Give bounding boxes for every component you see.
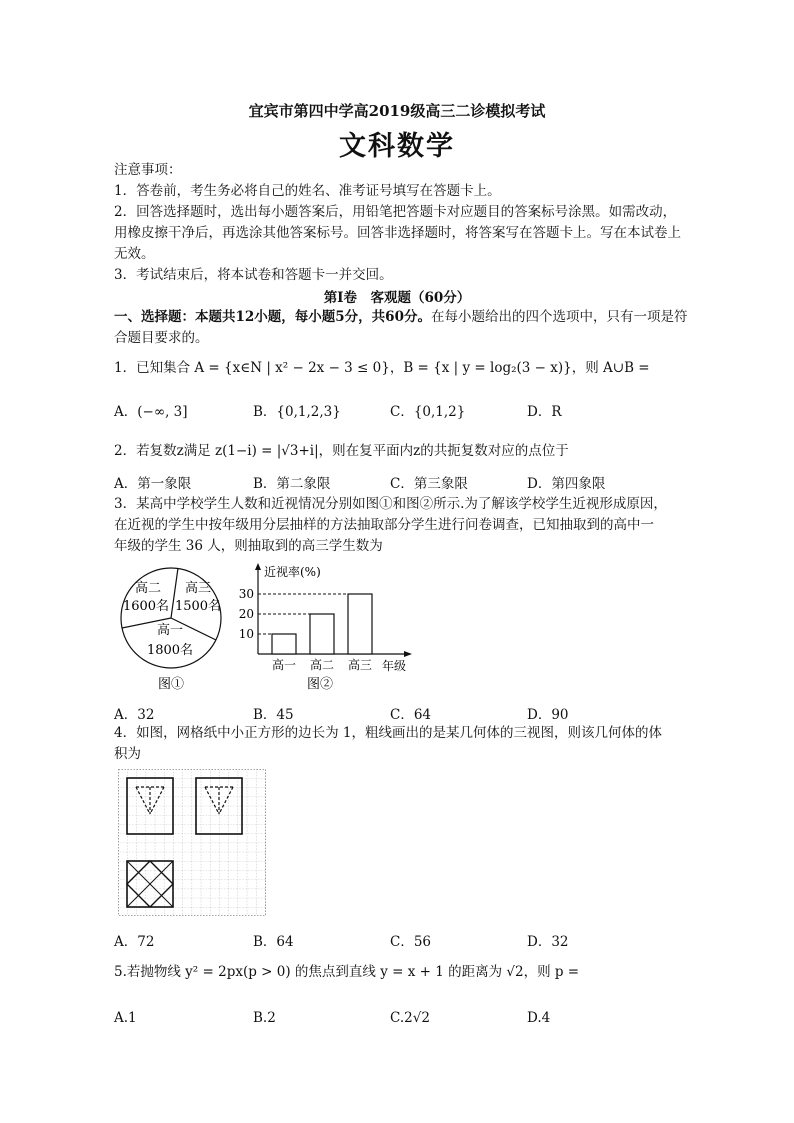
q5-option-c: C.2√2 <box>390 1010 430 1026</box>
bar <box>348 594 372 654</box>
q1-option-b: B．{0,1,2,3} <box>253 404 341 420</box>
section-instruction-main: 在每小题给出的四个选项中，只有一项是符合题目要求的。 <box>114 309 688 346</box>
subject-title: 文科数学 <box>339 131 455 162</box>
q5-option-b: B.2 <box>253 1010 276 1026</box>
q3-option-c: C．64 <box>390 707 432 723</box>
bar <box>310 614 334 654</box>
pie-label-grade1: 高一 <box>156 623 184 638</box>
x-axis-label: 年级 <box>382 659 407 673</box>
x-axis-arrow <box>404 651 412 657</box>
note-item-1: 1．答卷前，考生务必将自己的姓名、准考证号填写在答题卡上。 <box>114 183 501 199</box>
q1-option-c: C．{0,1,2} <box>390 404 466 420</box>
figure-1-caption: 图① <box>157 677 185 692</box>
y-axis-arrow <box>255 563 261 570</box>
y-tick-label: 20 <box>238 607 254 621</box>
q2-option-a: A．第一象限 <box>114 476 192 492</box>
question-3-stem-line-2: 在近视的学生中按年级用分层抽样的方法抽取部分学生进行问卷调查，已知抽取到的高中一 <box>114 517 654 533</box>
q4-option-a: A．72 <box>114 934 155 950</box>
section-instruction <box>114 307 688 349</box>
pie-label-grade2-count: 1600名 <box>122 599 170 614</box>
question-3-stem-line-1: 3．某高中学校学生人数和近视情况分别如图①和图②所示.为了解该学校学生近视形成原因， <box>114 496 667 512</box>
notes-heading: 注意事项： <box>114 162 182 178</box>
q3-option-b: B．45 <box>253 707 294 723</box>
question-4-stem-line-1: 4．如图，网格纸中小正方形的边长为 1，粗线画出的是某几何体的三视图，则该几何体的体 <box>114 725 662 741</box>
q1-option-a: A．(−∞, 3] <box>114 404 188 420</box>
q2-option-c: C．第三象限 <box>390 476 468 492</box>
question-4-stem-line-2: 积为 <box>114 746 141 762</box>
figure-2-caption: 图② <box>306 677 334 692</box>
school-title: 宜宾市第四中学高2019级高三二诊模拟考试 <box>248 102 546 120</box>
pie-label-grade3-count: 1500名 <box>174 599 222 614</box>
three-view-figure <box>118 769 266 916</box>
q5-option-d: D.4 <box>527 1010 551 1026</box>
q4-option-b: B．64 <box>253 934 294 950</box>
x-tick-label: 高二 <box>309 658 335 672</box>
pie-label-grade1-count: 1800名 <box>146 643 194 658</box>
bar-group <box>239 587 372 672</box>
y-tick-label: 10 <box>238 627 254 641</box>
q3-option-a: A．32 <box>114 707 155 723</box>
pie-label-grade2: 高二 <box>134 581 162 596</box>
q4-option-c: C．56 <box>390 934 432 950</box>
question-2-stem: 2．若复数z满足 z(1−i) = |√3+i|，则在复平面内z的共扼复数对应的点位于 <box>114 443 569 459</box>
figure-1-pie <box>116 562 226 694</box>
pie-label-grade3: 高三 <box>184 581 212 596</box>
q2-option-d: D．第四象限 <box>527 476 606 492</box>
q5-option-a: A.1 <box>114 1010 137 1026</box>
section-title: 第I卷 客观题（60分） <box>323 290 471 306</box>
question-1-stem: 1．已知集合 A = {x∈N | x² − 2x − 3 ≤ 0}，B = {x | y = log₂(3 − x)}，则 A∪B = <box>114 360 650 376</box>
bar <box>272 634 296 654</box>
q3-option-d: D．90 <box>527 707 569 723</box>
note-item-2: 2．回答选择题时，选出每小题答案后，用铅笔把答题卡对应题目的答案标号涂黑。如需改动，用橡皮擦干净后，再选涂其他答案标号。回答非选择题时，将答案写在答题卡上。写在本试卷上无效。 <box>114 204 681 262</box>
y-tick-label: 30 <box>238 587 254 601</box>
question-3-stem-line-3: 年级的学生 36 人，则抽取到的高三学生数为 <box>114 538 383 554</box>
q2-option-b: B．第二象限 <box>253 476 331 492</box>
figure-2-bar-chart <box>238 562 414 694</box>
x-tick-label: 高三 <box>347 658 373 672</box>
y-axis-label: 近视率(%) <box>264 565 321 579</box>
q1-option-d: D．R <box>527 404 562 420</box>
note-item-3: 3．考试结束后，将本试卷和答题卡一并交回。 <box>114 267 393 283</box>
question-5-stem: 5.若抛物线 y² = 2px(p > 0) 的焦点到直线 y = x + 1 的距离为 √2，则 p = <box>114 964 580 980</box>
section-instruction-prefix: 一、选择题：本题共12小题，每小题5分，共60分。 <box>114 309 431 325</box>
x-tick-label: 高一 <box>271 658 297 672</box>
q4-option-d: D．32 <box>527 934 569 950</box>
